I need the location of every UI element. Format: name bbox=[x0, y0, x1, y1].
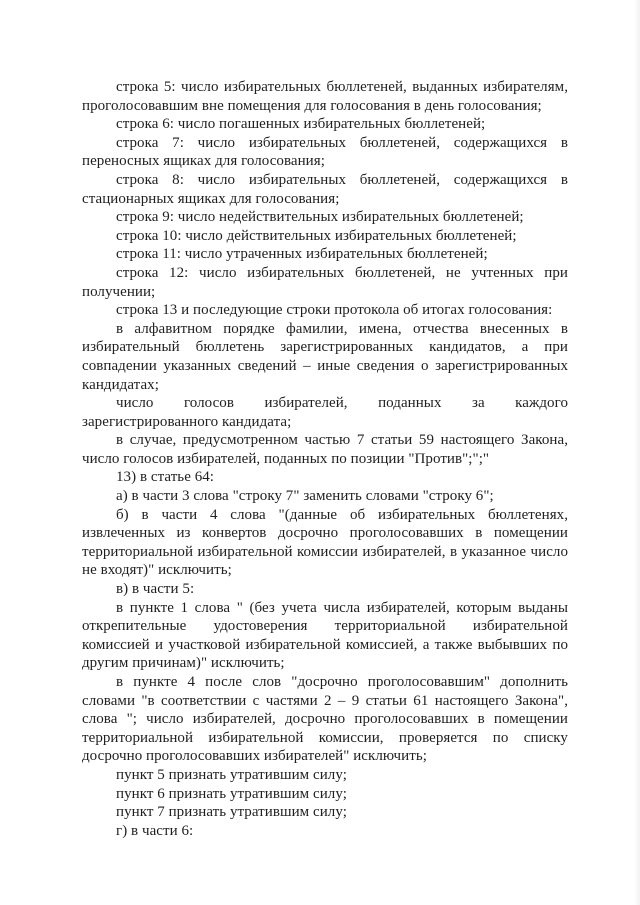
document-body bbox=[82, 78, 568, 840]
paragraph-line8: строка 8: число избирательных бюллетеней, содержащихся в стационарных ящиках для голосования; bbox=[82, 171, 568, 207]
paragraph-item-b: б) в части 4 слова "(данные об избирательных бюллетенях, извлеченных из конвертов досрочно проголосовавших в помещении территориальной избирательной комиссии избирателей, в указанное число не входят)" исключить; bbox=[82, 506, 568, 579]
paragraph-item-g: г) в части 6: bbox=[116, 822, 194, 839]
paragraph-point7: пункт 7 признать утратившим силу; bbox=[116, 804, 347, 821]
paragraph-point6: пункт 6 признать утратившим силу; bbox=[116, 785, 347, 802]
paragraph-line12: строка 12: число избирательных бюллетеней, не учтенных при получении; bbox=[82, 264, 568, 300]
paragraph-point5: пункт 5 признать утратившим силу; bbox=[116, 766, 347, 783]
paragraph-point4: в пункте 4 после слов "досрочно проголосовавшим" дополнить словами "в соответствии с частями 2 – 9 статьи 61 настоящего Закона", слова "; число избирателей, досрочно проголосовавших в помещении территориальной избирательной комиссии, проверяется по списку досрочно проголосовавших избирателей" исключить; bbox=[82, 674, 568, 765]
paragraph-line11: строка 11: число утраченных избирательных бюллетеней; bbox=[116, 246, 488, 263]
paragraph-point1: в пункте 1 слова " (без учета числа избирателей, которым выданы открепительные удостоверения территориальной избирательной комиссией и участковой избирательной комиссией, а также выбывших по другим причинам)" исключить; bbox=[82, 599, 568, 672]
paragraph-line10: строка 10: число действительных избирательных бюллетеней; bbox=[116, 227, 517, 244]
paragraph-against: в случае, предусмотренном частью 7 статьи 59 настоящего Закона, число голосов избирателей, поданных по позиции "Против";";" bbox=[82, 432, 568, 467]
paragraph-candidates: в алфавитном порядке фамилии, имена, отчества внесенных в избирательный бюллетень зарегистрированных кандидатов, а при совпадении указанных сведений – иные сведения о зарегистрированных кандидатах; bbox=[82, 320, 568, 393]
paragraph-line5: строка 5: число избирательных бюллетеней, выданных избирателям, проголосовавшим вне помещения для голосования в день голосования; bbox=[82, 79, 568, 114]
paragraph-article64: 13) в статье 64: bbox=[116, 469, 215, 486]
paragraph-item-a: а) в части 3 слова "строку 7" заменить словами "строку 6"; bbox=[116, 488, 494, 505]
paragraph-line13: строка 13 и последующие строки протокола об итогах голосования: bbox=[116, 302, 553, 319]
paragraph-line9: строка 9: число недействительных избирательных бюллетеней; bbox=[116, 209, 524, 226]
paragraph-line7: строка 7: число избирательных бюллетеней, содержащихся в переносных ящиках для голосования; bbox=[82, 134, 568, 170]
paragraph-line6: строка 6: число погашенных избирательных бюллетеней; bbox=[116, 116, 486, 133]
paragraph-votes: число голосов избирателей, поданных за каждого зарегистрированного кандидата; bbox=[82, 395, 568, 430]
scan-edge-shadow bbox=[634, 0, 640, 905]
paragraph-item-v: в) в части 5: bbox=[116, 581, 195, 598]
